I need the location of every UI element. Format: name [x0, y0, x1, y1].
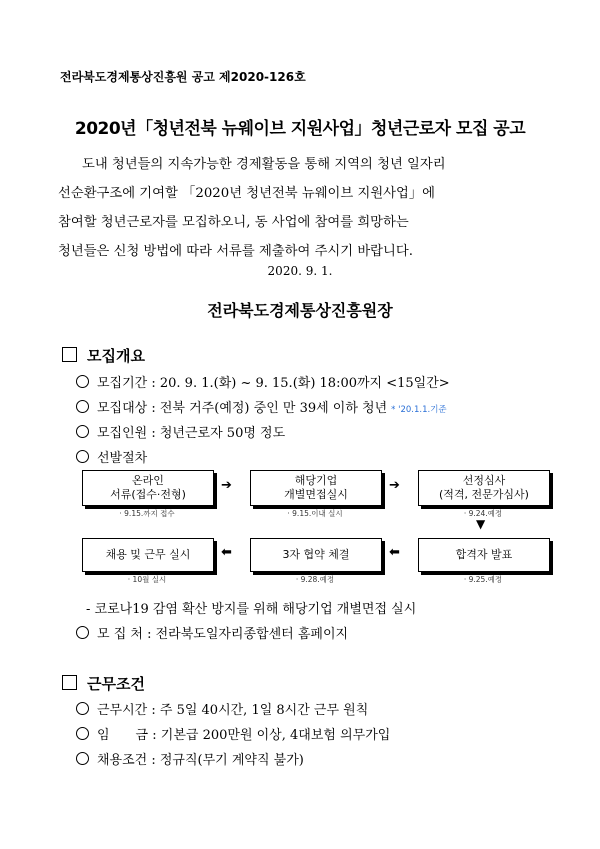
- organization-name: 전라북도경제통상진흥원장: [207, 301, 393, 320]
- intro-paragraph: [58, 150, 546, 266]
- step-label: 개별면접실시: [284, 488, 348, 501]
- recruit-target-text: 모집대상 : 전북 거주(예정) 중인 만 39세 이하 청년: [97, 401, 388, 416]
- notice-date: 2020. 9. 1.: [267, 264, 333, 278]
- step-label: 3자 협약 체결: [282, 548, 350, 561]
- employment-type: [76, 749, 304, 768]
- arrow-left-icon: ⬅: [221, 545, 232, 560]
- circle-bullet-icon: [76, 752, 89, 765]
- target-note: * '20.1.1.기준: [391, 405, 447, 415]
- recruit-period-text: 모집기간 : 20. 9. 1.(화) ~ 9. 15.(화) 18:00까지 <15일간>: [97, 376, 450, 391]
- recruit-period: [76, 372, 450, 391]
- step-date: · 9.28.예정: [295, 575, 335, 584]
- section-title: 모집개요: [87, 347, 145, 365]
- section-working-conditions: [62, 673, 145, 694]
- step-date: · 9.15.까지 접수: [119, 509, 175, 518]
- wage: [76, 724, 390, 743]
- circle-bullet-icon: [76, 727, 89, 740]
- employment-type-text: 채용조건 : 정규직(무기 계약직 불가): [97, 753, 304, 768]
- page-title: 2020년「청년전북 뉴웨이브 지원사업」청년근로자 모집 공고: [74, 119, 526, 139]
- arrow-right-icon: ➔: [389, 478, 400, 493]
- recruit-target: [76, 397, 447, 416]
- circle-bullet-icon: [76, 702, 89, 715]
- step-label: 온라인: [132, 474, 164, 487]
- arrow-left-icon: ⬅: [389, 545, 400, 560]
- process-step-announcement: [418, 538, 550, 572]
- process-step-employment: [82, 538, 214, 572]
- square-bullet-icon: [62, 675, 77, 690]
- recruit-headcount-text: 모집인원 : 청년근로자 50명 정도: [97, 426, 286, 441]
- intro-line: 도내 청년들의 지속가능한 경제활동을 통해 지역의 청년 일자리: [82, 157, 446, 172]
- step-label: (적격, 전문가심사): [439, 488, 529, 501]
- covid-note: - 코로나19 감염 확산 방지를 위해 해당기업 개별면접 실시: [86, 602, 417, 617]
- process-step-screening: [418, 470, 550, 506]
- working-hours-text: 근무시간 : 주 5일 40시간, 1일 8시간 근무 원칙: [97, 703, 369, 718]
- arrow-right-icon: ➔: [221, 478, 232, 493]
- wage-text: 임 금 : 기본급 200만원 이상, 4대보험 의무가입: [97, 728, 391, 743]
- process-step-online: [82, 470, 214, 506]
- intro-line: 참여할 청년근로자를 모집하오니, 동 사업에 참여를 희망하는: [58, 215, 409, 230]
- step-date: · 9.15.이내 실시: [287, 509, 343, 518]
- working-hours: [76, 699, 368, 718]
- circle-bullet-icon: [76, 375, 89, 388]
- step-date: · 10월 실시: [127, 575, 167, 584]
- section-title: 근무조건: [87, 675, 145, 693]
- selection-process: [76, 447, 147, 466]
- step-label: 합격자 발표: [455, 548, 513, 561]
- apply-location-text: 모 집 처 : 전라북도일자리종합센터 홈페이지: [97, 627, 349, 642]
- section-recruitment-overview: [62, 345, 145, 366]
- circle-bullet-icon: [76, 450, 89, 463]
- square-bullet-icon: [62, 347, 77, 362]
- recruit-headcount: [76, 422, 285, 441]
- step-date: · 9.24.예정: [463, 509, 503, 518]
- circle-bullet-icon: [76, 626, 89, 639]
- notice-number: 전라북도경제통상진흥원 공고 제2020-126호: [60, 70, 306, 84]
- intro-line: 선순환구조에 기여할 「2020년 청년전북 뉴웨이브 지원사업」에: [58, 186, 435, 201]
- arrow-down-icon: ▼: [476, 517, 486, 531]
- step-label: 채용 및 근무 실시: [105, 548, 191, 561]
- circle-bullet-icon: [76, 425, 89, 438]
- step-label: 해당기업: [294, 474, 338, 487]
- process-step-interview: [250, 470, 382, 506]
- step-label: 서류(접수·전형): [110, 488, 186, 501]
- step-date: · 9.25.예정: [463, 575, 503, 584]
- process-step-agreement: [250, 538, 382, 572]
- intro-line: 청년들은 신청 방법에 따라 서류를 제출하여 주시기 바랍니다.: [58, 244, 413, 259]
- selection-process-title: 선발절차: [97, 451, 148, 466]
- step-label: 선정심사: [462, 474, 506, 487]
- circle-bullet-icon: [76, 400, 89, 413]
- apply-location: [76, 623, 348, 642]
